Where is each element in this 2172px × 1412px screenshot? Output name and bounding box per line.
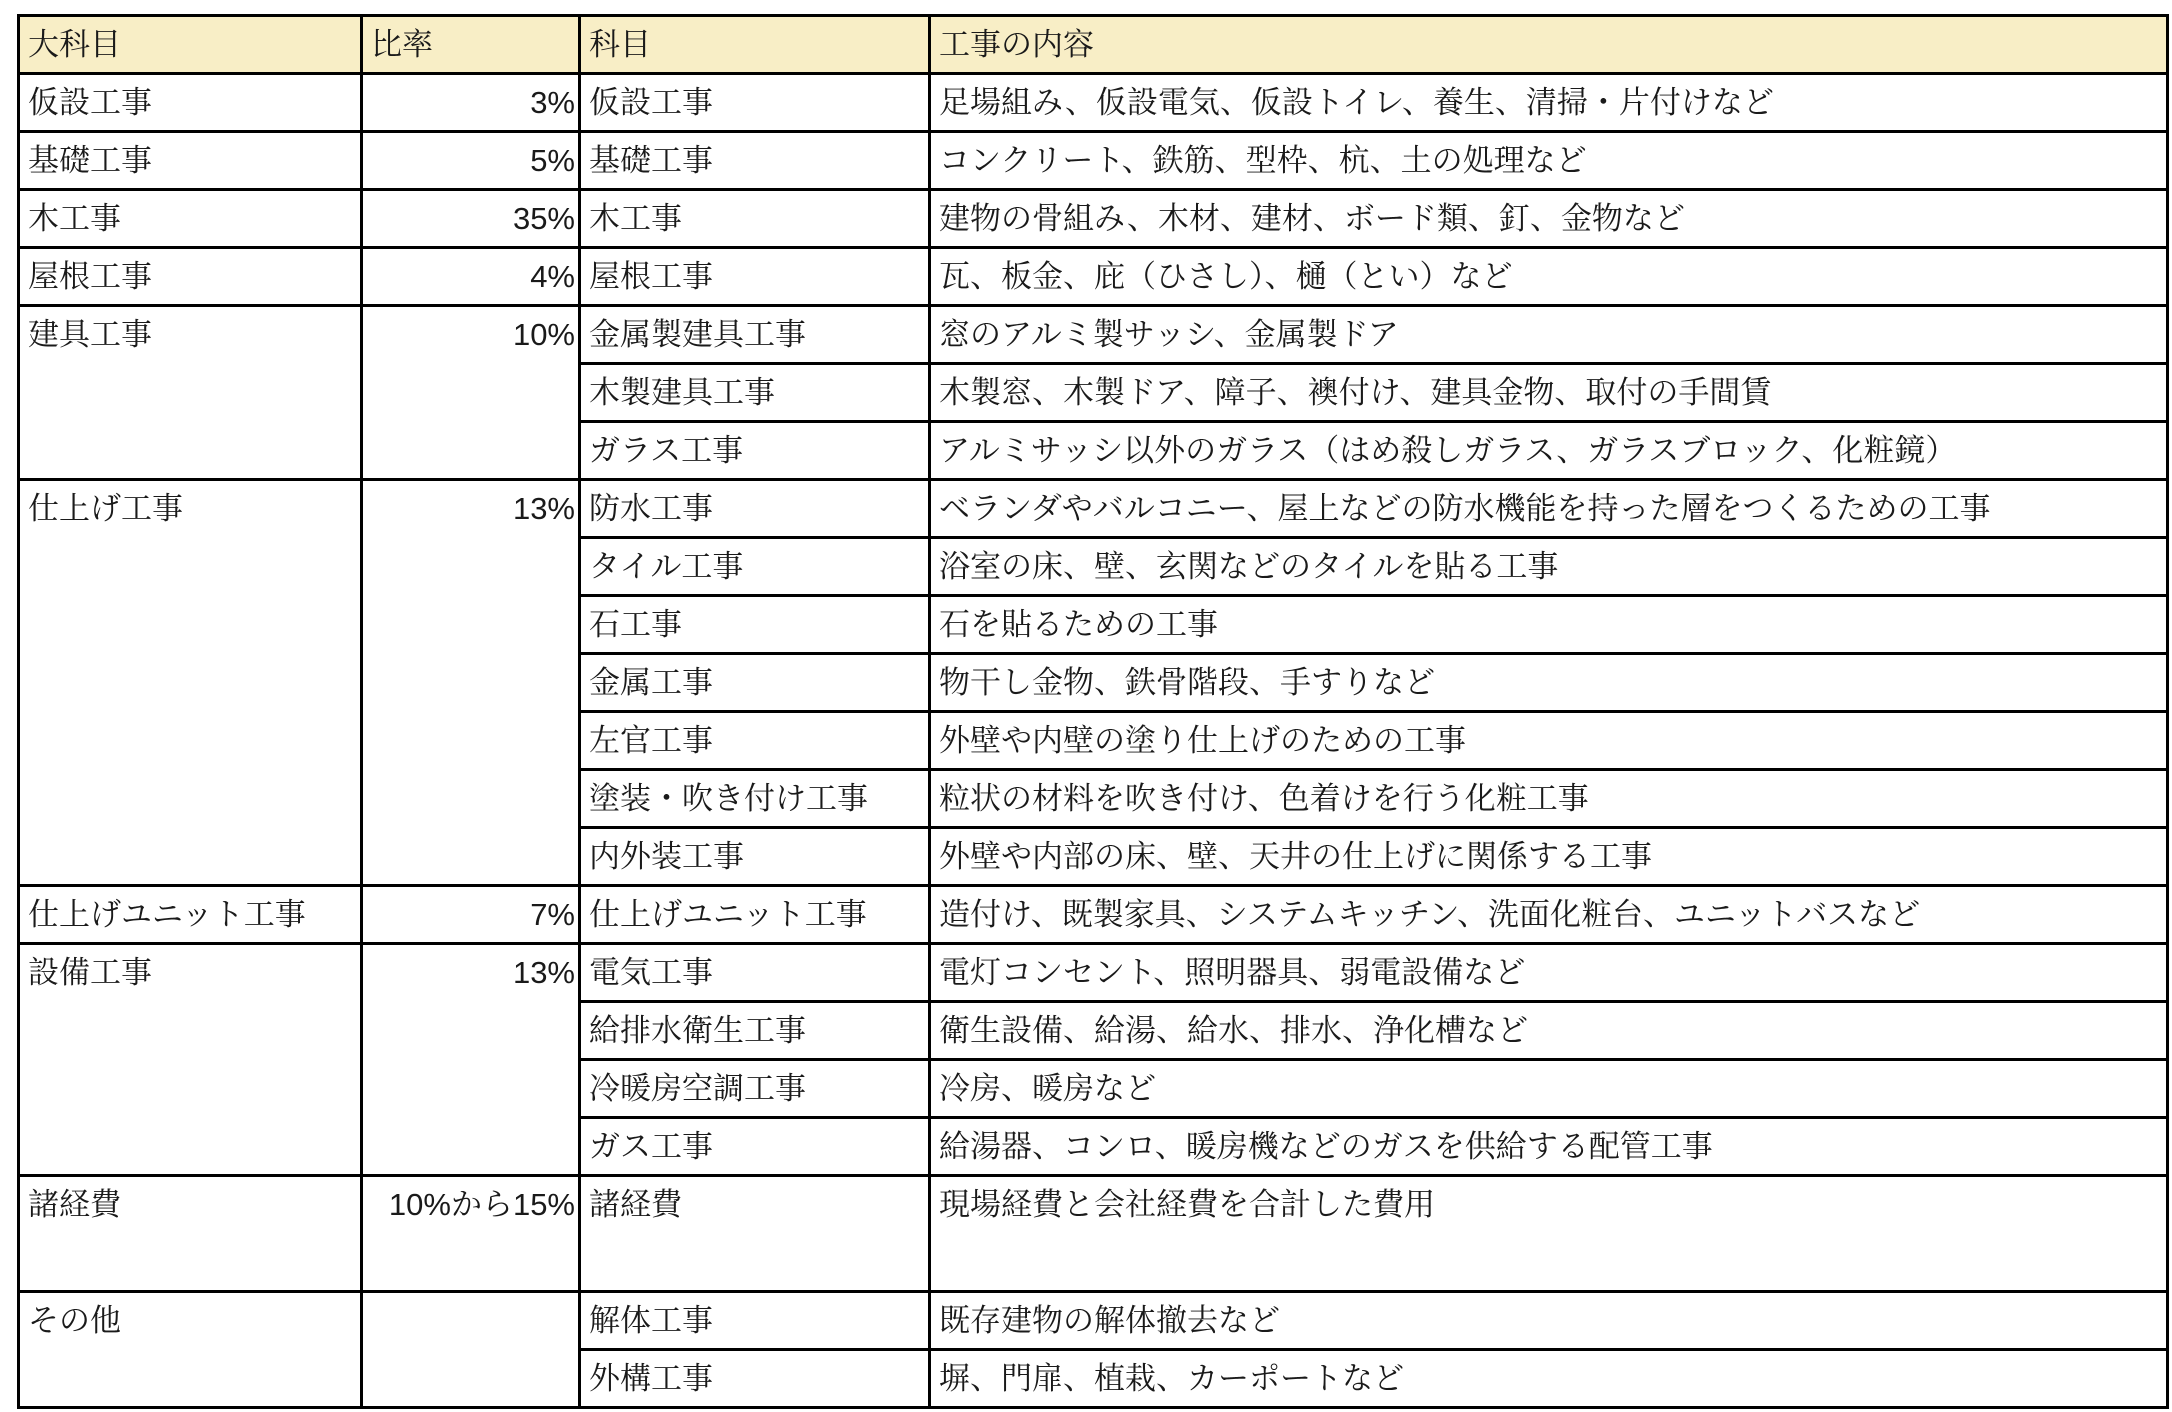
header-cell-description: 工事の内容 (930, 16, 2168, 74)
description-cell: 造付け、既製家具、システムキッチン、洗面化粧台、ユニットバスなど (930, 886, 2168, 944)
ratio-cell: 3% (362, 74, 580, 132)
description-cell: 木製窓、木製ドア、障子、襖付け、建具金物、取付の手間賃 (930, 364, 2168, 422)
description-cell: 粒状の材料を吹き付け、色着けを行う化粧工事 (930, 770, 2168, 828)
ratio-cell: 10% (362, 306, 580, 480)
ratio-cell: 35% (362, 190, 580, 248)
subject-cell: 冷暖房空調工事 (580, 1060, 930, 1118)
subject-cell: 木製建具工事 (580, 364, 930, 422)
description-cell: 電灯コンセント、照明器具、弱電設備など (930, 944, 2168, 1002)
category-cell: 木工事 (19, 190, 362, 248)
subject-cell: 基礎工事 (580, 132, 930, 190)
description-cell: 現場経費と会社経費を合計した費用 (930, 1176, 2168, 1292)
subject-cell: 金属工事 (580, 654, 930, 712)
subject-cell: 解体工事 (580, 1292, 930, 1350)
table-row (19, 480, 2168, 538)
description-cell: 建物の骨組み、木材、建材、ボード類、釘、金物など (930, 190, 2168, 248)
table-row (19, 248, 2168, 306)
description-cell: 冷房、暖房など (930, 1060, 2168, 1118)
header-cell-ratio: 比率 (362, 16, 580, 74)
table-body (19, 74, 2168, 1408)
header-cell-subject: 科目 (580, 16, 930, 74)
table-row (19, 1176, 2168, 1292)
table-row (19, 74, 2168, 132)
ratio-cell: 7% (362, 886, 580, 944)
subject-cell: 木工事 (580, 190, 930, 248)
table-header (19, 16, 2168, 74)
description-cell: 石を貼るための工事 (930, 596, 2168, 654)
subject-cell: 塗装・吹き付け工事 (580, 770, 930, 828)
description-cell: 外壁や内部の床、壁、天井の仕上げに関係する工事 (930, 828, 2168, 886)
subject-cell: ガラス工事 (580, 422, 930, 480)
subject-cell: 仮設工事 (580, 74, 930, 132)
ratio-cell: 13% (362, 944, 580, 1176)
description-cell: コンクリート、鉄筋、型枠、杭、土の処理など (930, 132, 2168, 190)
subject-cell: 電気工事 (580, 944, 930, 1002)
header-row (19, 16, 2168, 74)
subject-cell: 内外装工事 (580, 828, 930, 886)
description-cell: 外壁や内壁の塗り仕上げのための工事 (930, 712, 2168, 770)
subject-cell: 石工事 (580, 596, 930, 654)
description-cell: 浴室の床、壁、玄関などのタイルを貼る工事 (930, 538, 2168, 596)
subject-cell: タイル工事 (580, 538, 930, 596)
subject-cell: 屋根工事 (580, 248, 930, 306)
subject-cell: 諸経費 (580, 1176, 930, 1292)
ratio-cell (362, 1292, 580, 1408)
category-cell: 設備工事 (19, 944, 362, 1176)
subject-cell: 防水工事 (580, 480, 930, 538)
description-cell: 窓のアルミ製サッシ、金属製ドア (930, 306, 2168, 364)
table-row (19, 886, 2168, 944)
description-cell: 塀、門扉、植栽、カーポートなど (930, 1350, 2168, 1408)
ratio-cell: 4% (362, 248, 580, 306)
category-cell: 仕上げユニット工事 (19, 886, 362, 944)
category-cell: 建具工事 (19, 306, 362, 480)
table-row (19, 306, 2168, 364)
description-cell: 給湯器、コンロ、暖房機などのガスを供給する配管工事 (930, 1118, 2168, 1176)
category-cell: 仮設工事 (19, 74, 362, 132)
table-row (19, 944, 2168, 1002)
description-cell: 物干し金物、鉄骨階段、手すりなど (930, 654, 2168, 712)
description-cell: アルミサッシ以外のガラス（はめ殺しガラス、ガラスブロック、化粧鏡） (930, 422, 2168, 480)
table-row (19, 1292, 2168, 1350)
ratio-cell: 5% (362, 132, 580, 190)
category-cell: 基礎工事 (19, 132, 362, 190)
table-row (19, 190, 2168, 248)
ratio-cell: 10%から15% (362, 1176, 580, 1292)
category-cell: 屋根工事 (19, 248, 362, 306)
description-cell: 既存建物の解体撤去など (930, 1292, 2168, 1350)
subject-cell: ガス工事 (580, 1118, 930, 1176)
category-cell: その他 (19, 1292, 362, 1408)
description-cell: 足場組み、仮設電気、仮設トイレ、養生、清掃・片付けなど (930, 74, 2168, 132)
subject-cell: 給排水衛生工事 (580, 1002, 930, 1060)
subject-cell: 外構工事 (580, 1350, 930, 1408)
table-row (19, 132, 2168, 190)
ratio-cell: 13% (362, 480, 580, 886)
description-cell: 瓦、板金、庇（ひさし）、樋（とい）など (930, 248, 2168, 306)
description-cell: ベランダやバルコニー、屋上などの防水機能を持った層をつくるための工事 (930, 480, 2168, 538)
category-cell: 仕上げ工事 (19, 480, 362, 886)
subject-cell: 左官工事 (580, 712, 930, 770)
header-cell-category: 大科目 (19, 16, 362, 74)
description-cell: 衛生設備、給湯、給水、排水、浄化槽など (930, 1002, 2168, 1060)
subject-cell: 仕上げユニット工事 (580, 886, 930, 944)
category-cell: 諸経費 (19, 1176, 362, 1292)
construction-cost-table (17, 14, 2169, 1409)
subject-cell: 金属製建具工事 (580, 306, 930, 364)
